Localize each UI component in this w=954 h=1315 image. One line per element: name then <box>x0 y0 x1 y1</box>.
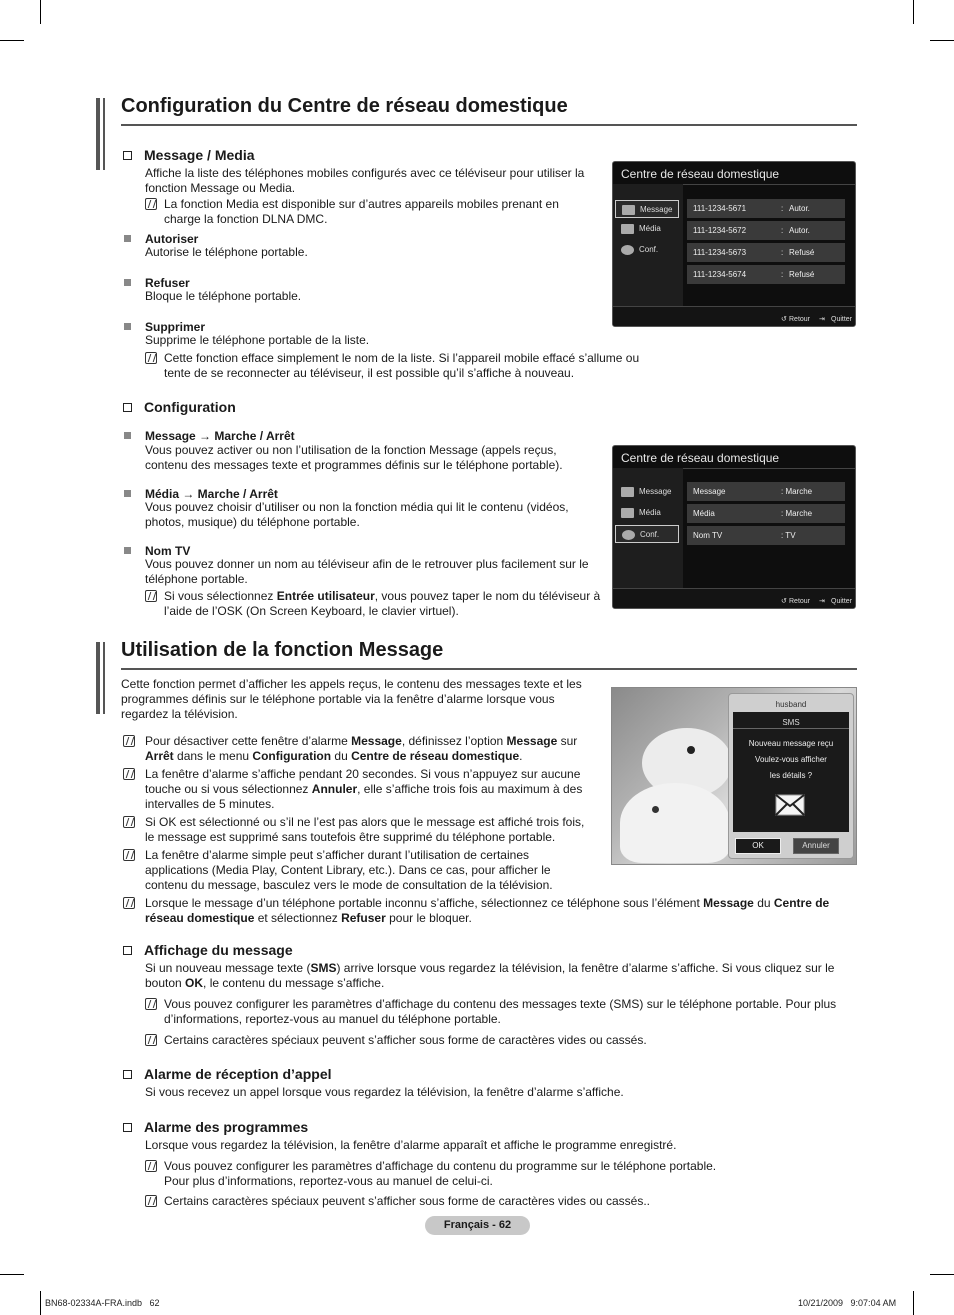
popup-line: les détails ? <box>769 771 813 780</box>
paragraph: Affiche la liste des téléphones mobiles configurés avec ce téléviseur pour utiliser la fonction Message ou Media. <box>145 166 585 195</box>
crop-mark <box>40 0 41 24</box>
note-text: La fonction Media est disponible sur d’autres appareils mobiles prenant en charge la fonction DLNA DMC. <box>164 197 559 226</box>
phone-row[interactable]: 111-1234-5673 : Refusé <box>687 243 845 262</box>
note-icon <box>123 849 135 861</box>
popup-line: Voulez-vous afficher <box>755 755 827 764</box>
gear-icon <box>621 245 634 255</box>
square-bullet-icon <box>124 235 131 242</box>
menu-item-media[interactable]: Média <box>615 504 679 522</box>
quit-label[interactable]: Quitter <box>831 598 853 605</box>
screen-footer <box>613 306 855 326</box>
note-text: Vous pouvez configurer les paramètres d’affichage du contenu du programme sur le téléphone portable. <box>164 1159 717 1173</box>
checkbox-bullet-icon <box>123 1123 132 1132</box>
note-text: Vous pouvez configurer les paramètres d’affichage du contenu des messages texte (SMS) sur le téléphone portable. Pour plus d’informations, reportez-vous au manuel du téléphone portable. <box>164 997 837 1026</box>
envelope-icon <box>775 794 805 816</box>
note-text: Certains caractères spéciaux peuvent s’afficher sous forme de caractères vides ou cassés.. <box>164 1194 651 1208</box>
note-icon <box>145 998 157 1010</box>
back-icon: ↺ <box>781 598 787 605</box>
item-label: Refuser <box>145 276 190 290</box>
menu-item-message[interactable]: Message <box>615 483 679 501</box>
square-bullet-icon <box>124 432 131 439</box>
screen-footer <box>613 588 855 608</box>
menu-item-message[interactable]: Message <box>615 200 679 218</box>
checkbox-bullet-icon <box>123 946 132 955</box>
paragraph: Si vous recevez un appel lorsque vous regardez la télévision, la fenêtre d’alarme s’affiche. <box>145 1085 624 1099</box>
item-label: Autoriser <box>145 232 199 246</box>
subheading-affichage: Affichage du message <box>123 942 293 959</box>
item-text: Supprime le téléphone portable de la liste. <box>145 333 370 347</box>
media-icon <box>621 224 634 234</box>
setting-row[interactable]: Média : Marche <box>687 504 845 523</box>
setting-row[interactable]: Nom TV : TV <box>687 526 845 545</box>
popup-sender: husband <box>775 700 807 709</box>
item-label: Média → Marche / Arrêt <box>145 487 278 501</box>
note-text: Cette fonction efface simplement le nom de la liste. Si l’appareil mobile effacé s’allume ou tente de se reconnecter au téléviseur, il est possible qu’il s’affiche à nouveau. <box>164 351 640 380</box>
item-text: Vous pouvez activer ou non l’utilisation de la fonction Message (appels reçus, contenu des messages texte et programmes définis sur le téléphone portable). <box>145 443 563 472</box>
back-label[interactable]: Retour <box>789 598 811 605</box>
envelope-icon <box>622 205 635 215</box>
note-text: La fenêtre d’alarme simple peut s’afficher durant l’utilisation de certaines applications (Media Play, Content Library, etc.). Dans ce cas, pour afficher le contenu du message, basculez vers le mode de consultation de la télévision. <box>145 848 553 892</box>
media-icon <box>621 508 634 518</box>
section-bar <box>96 98 100 170</box>
note-icon <box>145 590 157 602</box>
menu-item-conf[interactable]: Conf. <box>615 241 679 259</box>
subheading-programmes: Alarme des programmes <box>123 1119 308 1136</box>
subheading-appel: Alarme de réception d’appel <box>123 1066 332 1083</box>
checkbox-bullet-icon <box>123 403 132 412</box>
crop-mark <box>40 1291 41 1315</box>
note-text: Si OK est sélectionné ou s’il ne l’est pas alors que le message est affiché trois fois, le message est supprimé sans toutefois être supprimé du téléphone portable. <box>145 815 585 844</box>
note-text: Certains caractères spéciaux peuvent s’afficher sous forme de caractères vides ou cassés. <box>164 1033 647 1047</box>
square-bullet-icon <box>124 547 131 554</box>
back-icon: ↺ <box>781 316 787 323</box>
bear-eye <box>652 806 659 813</box>
print-date: 10/21/2009 9:07:04 AM <box>798 1298 897 1308</box>
exit-icon: ⇥ <box>819 598 825 605</box>
item-label: Message → Marche / Arrêt <box>145 429 295 443</box>
title-rule <box>121 124 857 126</box>
item-text: Bloque le téléphone portable. <box>145 289 302 303</box>
square-bullet-icon <box>124 279 131 286</box>
tv-screen-configuration <box>612 445 856 609</box>
tv-photo-polar-bears <box>611 687 857 865</box>
note-icon <box>145 1034 157 1046</box>
screen-title: Centre de réseau domestique <box>621 167 780 181</box>
crop-mark <box>913 0 914 24</box>
square-bullet-icon <box>124 490 131 497</box>
menu-item-conf[interactable]: Conf. <box>615 525 679 543</box>
item-text: Vous pouvez donner un nom au téléviseur afin de le retrouver plus facilement sur le téléphone portable. <box>145 557 589 586</box>
phone-row[interactable]: 111-1234-5674 : Refusé <box>687 265 845 284</box>
quit-label[interactable]: Quitter <box>831 316 853 323</box>
item-text: Autorise le téléphone portable. <box>145 245 308 259</box>
ok-button[interactable]: OK <box>735 838 781 854</box>
subheading-configuration: Configuration <box>123 399 236 416</box>
cancel-button[interactable]: Annuler <box>793 838 839 854</box>
crop-mark <box>930 1274 954 1275</box>
crop-mark <box>0 40 24 41</box>
tv-screen-message-list <box>612 161 856 327</box>
paragraph: Cette fonction permet d’afficher les appels reçus, le contenu des messages texte et les programmes définis sur le téléphone portable via la fenêtre d’alarme lorsque vous regardez la télévision. <box>121 677 582 721</box>
note-icon <box>123 735 135 747</box>
subheading-message-media: Message / Media <box>123 147 255 164</box>
bear-shape <box>620 783 730 863</box>
alarm-popup <box>728 693 854 859</box>
paragraph: Lorsque vous regardez la télévision, la fenêtre d’alarme apparaît et affiche le programme enregistré. <box>145 1138 677 1152</box>
note-icon <box>123 897 135 909</box>
section-title: Utilisation de la fonction Message <box>121 639 444 661</box>
note-text: Pour plus d’informations, reportez-vous au manuel de celui-ci. <box>164 1174 493 1188</box>
note-text: Lorsque le message d’un téléphone portable inconnu s’affiche, sélectionnez ce téléphone sous l’élément Message du Centre de réseau domestique et sélectionnez Refuser pour le bloquer. <box>145 896 830 925</box>
note-icon <box>123 768 135 780</box>
phone-row[interactable]: 111-1234-5672 : Autor. <box>687 221 845 240</box>
back-label[interactable]: Retour <box>789 316 811 323</box>
popup-body <box>733 712 849 832</box>
item-label: Supprimer <box>145 320 206 334</box>
screen-title: Centre de réseau domestique <box>621 451 780 465</box>
section-title: Configuration du Centre de réseau domestique <box>121 95 568 117</box>
note-icon <box>145 1195 157 1207</box>
crop-mark <box>0 1274 24 1275</box>
checkbox-bullet-icon <box>123 1070 132 1079</box>
section-bar <box>103 98 105 170</box>
title-rule <box>121 668 857 670</box>
gear-icon <box>622 530 635 540</box>
square-bullet-icon <box>124 323 131 330</box>
note-icon <box>145 1160 157 1172</box>
crop-mark <box>930 40 954 41</box>
popup-type: SMS <box>782 718 800 727</box>
note-icon <box>145 352 157 364</box>
section-bar <box>103 642 105 714</box>
checkbox-bullet-icon <box>123 151 132 160</box>
popup-line: Nouveau message reçu <box>748 739 834 748</box>
crop-mark <box>913 1291 914 1315</box>
note-text: Si vous sélectionnez Entrée utilisateur, vous pouvez taper le nom du téléviseur à l’aide de l’OSK (On Screen Keyboard, le clavier virtuel). <box>164 589 601 618</box>
setting-row[interactable]: Message : Marche <box>687 482 845 501</box>
file-info: BN68-02334A-FRA.indb 62 <box>45 1298 160 1308</box>
exit-icon: ⇥ <box>819 316 825 323</box>
envelope-icon <box>621 487 634 497</box>
divider <box>733 728 849 729</box>
note-icon <box>145 198 157 210</box>
note-icon <box>123 816 135 828</box>
section-bar <box>96 642 100 714</box>
note-text: Pour désactiver cette fenêtre d’alarme Message, définissez l’option Message sur Arrêt dans le menu Configuration du Centre de réseau domestique. <box>145 734 578 763</box>
bear-eye <box>687 746 695 754</box>
menu-item-media[interactable]: Média <box>615 220 679 238</box>
page-number: Français - 62 <box>425 1216 530 1235</box>
phone-row[interactable]: 111-1234-5671 : Autor. <box>687 199 845 218</box>
paragraph: Si un nouveau message texte (SMS) arrive lorsque vous regardez la télévision, la fenêtre d’alarme s’affiche. Si vous cliquez sur le bouton OK, le contenu du message s’affiche. <box>145 961 835 990</box>
note-text: La fenêtre d’alarme s’affiche pendant 20 secondes. Si vous n’appuyez sur aucune touche ou si vous sélectionnez Annuler, elle s’affiche trois fois au maximum à des intervalles de 5 minutes. <box>145 767 583 811</box>
item-label: Nom TV <box>145 544 191 558</box>
item-text: Vous pouvez choisir d’utiliser ou non la fonction média qui lit le contenu (vidéos, photos, musique) du téléphone portable. <box>145 500 569 529</box>
